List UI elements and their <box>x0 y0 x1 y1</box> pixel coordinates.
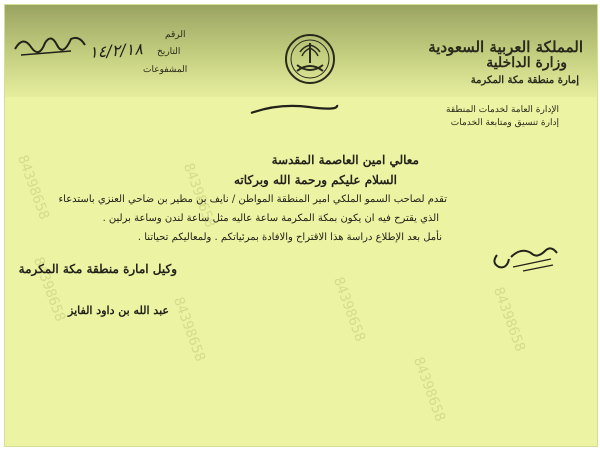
date-label: التاريخ <box>157 47 181 57</box>
kingdom-name: المملكة العربية السعودية <box>428 38 583 56</box>
attachments-label: المشفوعات <box>143 65 188 75</box>
serial-stamp: 84398658 <box>169 295 209 364</box>
addressee: معالي امين العاصمة المقدسة <box>271 153 419 167</box>
document-page <box>4 4 598 447</box>
handwritten-reference-scribble-icon <box>11 25 91 61</box>
signatory-name: عبد الله بن داود الفايز <box>68 304 169 317</box>
sub-department-1: الإدارة العامة لخدمات المنطقة <box>446 105 559 115</box>
handwritten-date: ١٤/٢/١٨ <box>88 39 144 62</box>
closing-title: وكيل امارة منطقة مكة المكرمة <box>18 262 177 276</box>
body-line-2: الذي يقترح فيه ان يكون بمكة المكرمة ساعة عاليه مثل ساعة لندن وساعة برلين . <box>102 213 439 224</box>
handwritten-stroke-icon <box>249 101 339 119</box>
department-name: إمارة منطقة مكة المكرمة <box>470 75 579 86</box>
serial-stamp: 84398658 <box>329 275 369 344</box>
ministry-name: وزارة الداخلية <box>486 55 567 71</box>
serial-stamp: 84398658 <box>409 355 449 424</box>
serial-stamp: 84398658 <box>489 285 529 354</box>
body-line-3: نأمل بعد الإطلاع دراسة هذا الاقتراح والافادة بمرئياتكم . ولمعاليكم تحياتنا . <box>137 232 442 243</box>
sub-department-2: إدارة تنسيق ومتابعة الخدمات <box>450 118 559 128</box>
body-line-1: تقدم لصاحب السمو الملكي امير المنطقة المواطن / نايف بن مطير بن ضاحي العنزي باستدعاء <box>58 194 447 205</box>
number-label: الرقم <box>165 30 186 40</box>
palm-swords-emblem-icon <box>277 33 343 85</box>
handwritten-initials-icon <box>489 237 561 277</box>
serial-stamp: 84398658 <box>29 255 69 324</box>
greeting: السلام عليكم ورحمة الله وبركاته <box>233 173 397 187</box>
serial-stamp: 84398658 <box>179 161 219 230</box>
serial-stamp: 84398658 <box>13 153 53 222</box>
